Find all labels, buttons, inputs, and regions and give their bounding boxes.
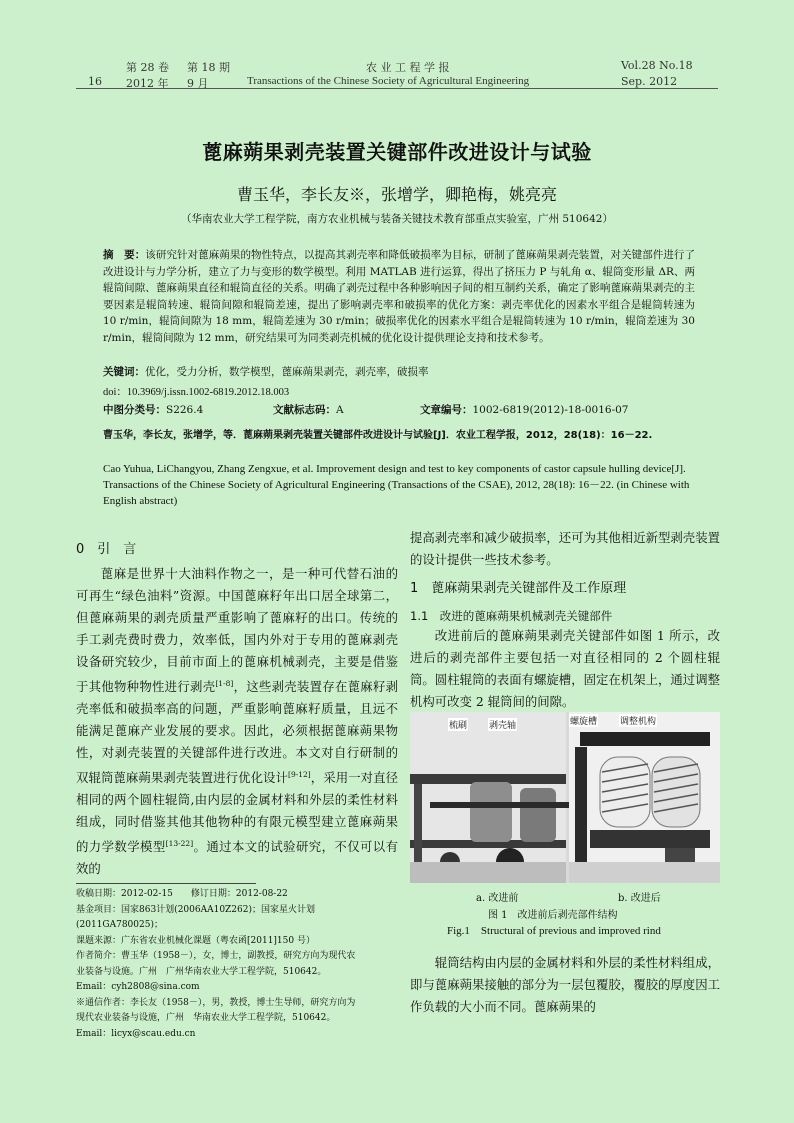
header-volume-cn: 第 28 卷 [126,61,169,74]
photo-improved-frame-bottom [590,830,710,848]
keywords-text: 优化，受力分析，数学模型，蓖麻蒴果剥壳，剥壳率，破损率 [145,366,429,378]
keywords-label: 关键词： [103,366,145,378]
citation-en: Cao Yuhua, LiChangyou, Zhang Zengxue, et al. Improvement design and test to key components of castor capsule hulling device[J]. Transactions of the Chinese Society of Agricultural Engineering (Transactions of the CSAE), 2012, 28(18): 16－22. (in Chinese with English abstract) [103,463,690,507]
photo-improved-frame-left [575,747,587,867]
intro-text-4: 。通过本文的试验研究，不仅可以有效的 [76,839,399,877]
author-email: Email：cyh2808@sina.com [76,982,200,992]
article-number-value: 1002-6819(2012)-18-0016-07 [472,404,629,416]
figure-subcaption-a: a. 改进前 [476,893,519,904]
citation-ref-2: [9-12] [288,770,311,780]
author-bio-line-1: 作者简介：曹玉华（1958－），女，博士，副教授，研究方向为现代农 [76,951,356,961]
figure-caption-en: Fig.1 Structural of previous and improved rind [447,925,661,937]
section-1-heading: 1 蓖麻蒴果剥壳关键部件及工作原理 [410,581,627,596]
doc-code-label: 文献标志码： [273,404,336,416]
header-year-cn: 2012 年 [126,77,169,90]
funding-line-2: 课题来源：广东省农业机械化课题（粤农函[2011]150 号） [76,935,315,946]
citation-ref-1: [1-8] [215,679,234,688]
affiliation: （华南农业大学工程学院，南方农业机械与装备关键技术教育部重点实验室，广州 510642） [181,213,613,225]
figure-label-shaft: 剥壳轴 [488,718,517,731]
corresponding-author-email: Email：licyx@scau.edu.cn [76,1028,196,1039]
figure-1 [410,712,720,883]
intro-paragraph [76,563,398,880]
photo-previous-roller-1 [470,782,512,842]
doc-code-value: A [336,404,344,416]
figure-caption-cn: 图 1 改进前后剥壳部件结构 [488,910,618,921]
section-1-paragraph-1: 改进前后的蓖麻蒴果剥壳关键部件如图 1 所示，改进后的剥壳部件主要包括一对直径相同的 2 个圆柱辊筒。圆柱辊筒的表面有螺旋槽，固定在机架上，通过调整机构可改变 2 辊筒间的间隙。 [410,628,720,709]
figure-subcaption-b: b. 改进后 [618,893,661,904]
figure-label-groove: 螺旋槽 [569,714,598,727]
photo-improved-base [569,862,720,883]
clc-label: 中图分类号： [103,404,166,416]
article-number-label: 文章编号： [420,404,473,416]
abstract [103,247,695,347]
header-journal-cn: 农 业 工 程 学 报 [366,61,450,74]
header-rule [76,88,718,89]
intro-text-2: ，这些剥壳装置存在蓖麻籽剥壳率低和破损率高的问题，严重影响蓖麻籽质量，且远不能满足蓖麻产业发展的要求。因此，必须根据蓖麻蒴果物性，对剥壳装置的关键部件进行改进。本文对自行研制的双辊筒蓖麻蒴果剥壳装置进行优化设计 [76,679,399,786]
footnotes [76,887,398,1042]
citation-ref-3: [13-22] [165,839,194,849]
keywords [103,364,695,381]
subsection-1-1-heading: 1.1 改进的蓖麻蒴果机械剥壳关键部件 [410,609,613,623]
header-page-number: 16 [88,75,102,88]
funding-line-1: 基金项目：国家863计划(2006AA10Z262)；国家星火计划(2011GA780025)； [76,904,315,930]
clc-value: S226.4 [166,404,204,416]
author-bio-line-2: 业装备与设施。广州 广州华南农业大学工程学院，510642。 [76,966,327,977]
photo-previous-base [410,862,566,883]
section-0-heading: 0 引 言 [76,542,137,557]
intro-text-3: ，采用一对直径相同的两个圆柱辊筒,由内层的金属材料和外层的柔性材料组成，同时借鉴其他其他物种的有限元模型建立蓖麻蒴果的力学数学模型 [76,770,399,855]
figure-label-adjuster: 调整机构 [619,714,657,727]
received-date: 收稿日期：2012-02-15 修订日期：2012-08-22 [76,889,288,899]
abstract-text: 该研究针对蓖麻蒴果的物性特点，以提高其剥壳率和降低破损率为目标，研制了蓖麻蒴果剥壳装置，对关键部件进行了改进设计与力学分析，建立了力与变形的数学模型。利用 MATLAB 进行运算，得出了挤压力 P 与轧角 α、辊筒变形量 ΔR、两辊筒间隙、蓖麻蒴果直径和辊筒直径的关系。明确了剥壳过程中各种影响因子间的相互制约关系，确定了影响蓖麻蒴果剥壳的主要因素是辊筒转速、辊筒间隙和辊筒差速，提出了影响剥壳率和破损率的优化方案：剥壳率优化的因素水平组合是辊筒转速为 10 r/min，辊筒间隙为 18 mm，辊筒差速为 30 r/min；破损率优化的因素水平组合是辊筒转速为 10 r/min，辊筒差速为 30 r/min，辊筒间隙为 12 mm，研究结果可为同类剥壳机械的优化设计提供理论支持和技术参考。 [103,249,696,344]
photo-previous-shaft [430,802,570,808]
figure-1-photos [410,712,720,883]
photo-previous-roller-2 [520,788,556,842]
photo-improved-frame-top [580,732,710,746]
citation-cn: 曹玉华，李长友，张增学，等．蓖麻蒴果剥壳装置关键部件改进设计与试验[J]．农业工程学报，2012，28(18)：16－22. [103,430,653,441]
author-list: 曹玉华，李长友※，张增学，卿艳梅，姚亮亮 [236,185,557,204]
figure-label-brush: 梳刷 [448,718,468,731]
paper-title: 蓖麻蒴果剥壳装置关键部件改进设计与试验 [202,140,592,164]
header-issue-cn: 第 18 期 [187,61,230,74]
corresponding-author-line-1: ※通信作者：李长友（1958－），男，教授，博士生导师，研究方向为 [76,997,356,1008]
header-volume-en: Vol.28 No.18 [621,59,693,72]
corresponding-author-line-2: 现代农业装备与设施，广州 华南农业大学工程学院，510642。 [76,1013,336,1023]
section-1-paragraph-2: 辊筒结构由内层的金属材料和外层的柔性材料组成，即与蓖麻蒴果接触的部分为一层包覆胶，覆胶的厚度因工作负载的大小而不同。蓖麻蒴果的 [410,955,720,1014]
header-journal-en: Transactions of the Chinese Society of Agricultural Engineering [247,75,530,87]
intro-continued: 提高剥壳率和减少破损率，还可为其他相近新型剥壳装置的设计提供一些技术参考。 [410,530,720,567]
doi: doi：10.3969/j.issn.1002-6819.2012.18.003 [103,387,290,398]
header-date-en: Sep. 2012 [621,75,678,88]
intro-text-1: 蓖麻是世界十大油料作物之一，是一种可代替石油的可再生“绿色油料”资源。中国蓖麻籽年出口居全球第二，但蓖麻蒴果的剥壳质量严重影响了蓖麻籽的出口。传统的手工剥壳费时费力，效率低，国内外对于专用的蓖麻剥壳设备研究较少，目前市面上的蓖麻机械剥壳，主要是借鉴于其他物种物性进行剥壳 [76,566,398,695]
header-month-cn: 9 月 [187,77,209,90]
footnote-rule [76,883,256,884]
abstract-label: 摘 要： [103,249,146,261]
